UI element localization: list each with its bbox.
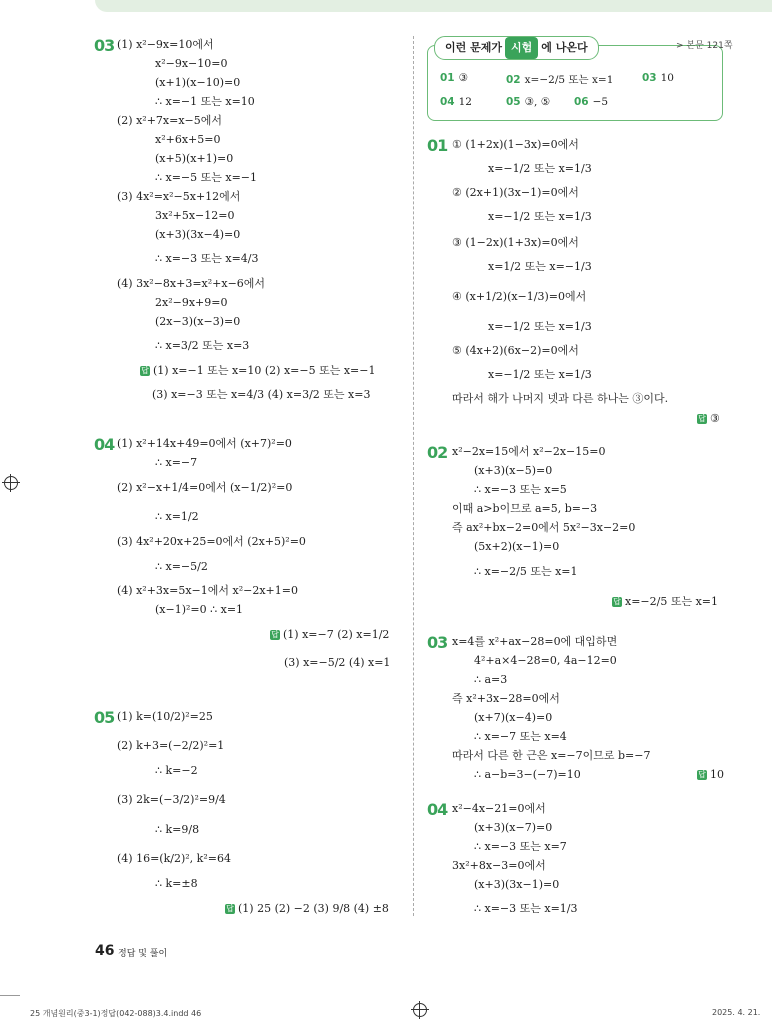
answer-icon: 답 <box>613 597 621 606</box>
answer-icon: 답 <box>698 414 706 423</box>
answer-icon: 답 <box>271 630 279 639</box>
solution-line: (4) 16=(k/2)², k²=64 <box>117 852 231 865</box>
solution-line: x²−4x−21=0에서 <box>452 802 546 815</box>
problem-number-03: 03 <box>94 36 115 55</box>
problem-number-r03: 03 <box>427 633 448 652</box>
solution-line: (3) 4x²=x²−5x+12에서 <box>117 190 241 203</box>
solution-line: (1) k=(10/2)²=25 <box>117 710 213 723</box>
problem-number-01: 01 <box>427 136 448 155</box>
solution-line: ⑤ (4x+2)(6x−2)=0에서 <box>452 344 579 357</box>
box-answer-03: 03 10 <box>642 72 674 84</box>
column-divider <box>413 36 414 916</box>
solution-line: (3) 4x²+20x+25=0에서 (2x+5)²=0 <box>117 535 306 548</box>
solution-line: (1) x²+14x+49=0에서 (x+7)²=0 <box>117 437 292 450</box>
solution-line: (4) 3x²−8x+3=x²+x−6에서 <box>117 277 266 290</box>
solution-line: x=−1/2 또는 x=1/3 <box>488 320 592 333</box>
box-answer-05: 05 ③, ⑤ <box>506 96 551 108</box>
solution-line: ④ (x+1/2)(x−1/3)=0에서 <box>452 290 587 303</box>
page-reference: > 본문 121쪽 <box>676 41 733 51</box>
box-answer-06: 06 −5 <box>574 96 609 108</box>
solution-line: ∴ x=−2/5 또는 x=1 <box>474 565 578 578</box>
registration-mark-icon <box>4 476 18 490</box>
solution-line: ∴ a=3 <box>474 673 508 686</box>
solution-line: ∴ x=−7 또는 x=4 <box>474 730 567 743</box>
solution-line: x²−9x−10=0 <box>155 57 228 70</box>
solution-line: 따라서 해가 나머지 넷과 다른 하나는 ③이다. <box>452 392 669 405</box>
solution-line: (2) x²+7x=x−5에서 <box>117 114 222 127</box>
answer-line: 답 ③ <box>698 412 720 425</box>
answer-line: 답 10 <box>698 768 724 781</box>
solution-line: ∴ x=−3 또는 x=5 <box>474 483 567 496</box>
solution-line: (x+7)(x−4)=0 <box>474 711 553 724</box>
solution-line: (x+3)(3x−1)=0 <box>474 878 560 891</box>
solution-line: ∴ x=3/2 또는 x=3 <box>155 339 250 352</box>
solution-line: 즉 ax²+bx−2=0에서 5x²−3x−2=0 <box>452 521 636 534</box>
solution-line: x=−1/2 또는 x=1/3 <box>488 210 592 223</box>
solution-line: ② (2x+1)(3x−1)=0에서 <box>452 186 579 199</box>
box-answer-02: 02 x=−2/5 또는 x=1 <box>506 74 614 86</box>
solution-line: ∴ x=−3 또는 x=4/3 <box>155 252 259 265</box>
solution-line: (5x+2)(x−1)=0 <box>474 540 560 553</box>
solution-line: 3x²+5x−12=0 <box>155 209 235 222</box>
page-number: 46 <box>95 943 115 959</box>
problem-number-05: 05 <box>94 708 115 727</box>
answer-line: 답 (1) 25 (2) −2 (3) 9/8 (4) ±8 <box>226 902 389 915</box>
solution-line: ∴ x=−5 또는 x=−1 <box>155 171 258 184</box>
solution-line: ∴ x=−3 또는 x=1/3 <box>474 902 578 915</box>
solution-line: (x+3)(x−5)=0 <box>474 464 553 477</box>
solution-line: (2) k+3=(−2/2)²=1 <box>117 739 225 752</box>
solution-line: ∴ x=−5/2 <box>155 560 208 573</box>
exam-box-title: 이런 문제가 시험 에 나온다 <box>434 36 599 60</box>
solution-line: (x−1)²=0 ∴ x=1 <box>155 603 244 616</box>
solution-line: 따라서 다른 한 근은 x=−7이므로 b=−7 <box>452 749 651 762</box>
solution-line: x=1/2 또는 x=−1/3 <box>488 260 592 273</box>
top-header-band <box>95 0 772 12</box>
answer-line: 답 x=−2/5 또는 x=1 <box>613 595 719 608</box>
footer-rule <box>0 995 20 996</box>
solution-line: (2x−3)(x−3)=0 <box>155 315 241 328</box>
answer-icon: 답 <box>226 904 234 913</box>
box-answer-01: 01 ③ <box>440 72 469 84</box>
solution-line: (x+5)(x+1)=0 <box>155 152 234 165</box>
problem-number-r04: 04 <box>427 800 448 819</box>
solution-line: x=4를 x²+ax−28=0에 대입하면 <box>452 635 618 648</box>
problem-number-02: 02 <box>427 443 448 462</box>
answer-line: (3) x=−3 또는 x=4/3 (4) x=3/2 또는 x=3 <box>152 388 371 401</box>
solution-line: 3x²+8x−3=0에서 <box>452 859 546 872</box>
solution-line: ∴ k=9/8 <box>155 823 200 836</box>
answer-line: 답 (1) x=−1 또는 x=10 (2) x=−5 또는 x=−1 <box>141 364 376 377</box>
solution-line: ∴ x=−3 또는 x=7 <box>474 840 567 853</box>
solution-line: x=−1/2 또는 x=1/3 <box>488 162 592 175</box>
solution-line: x=−1/2 또는 x=1/3 <box>488 368 592 381</box>
solution-line: ∴ a−b=3−(−7)=10 <box>474 768 581 781</box>
answer-line: (3) x=−5/2 (4) x=1 <box>284 656 391 669</box>
problem-number-04: 04 <box>94 435 115 454</box>
solution-line: 즉 x²+3x−28=0에서 <box>452 692 560 705</box>
solution-line: (2) x²−x+1/4=0에서 (x−1/2)²=0 <box>117 481 293 494</box>
solution-line: ∴ x=−1 또는 x=10 <box>155 95 255 108</box>
solution-line: ∴ x=1/2 <box>155 510 199 523</box>
solution-line: x²−2x=15에서 x²−2x−15=0 <box>452 445 606 458</box>
box-answer-04: 04 12 <box>440 96 472 108</box>
solution-line: x²+6x+5=0 <box>155 133 221 146</box>
solution-line: ∴ k=−2 <box>155 764 198 777</box>
solution-line: (x+1)(x−10)=0 <box>155 76 241 89</box>
answer-icon: 답 <box>141 366 149 375</box>
print-date: 2025. 4. 21. <box>712 1008 761 1017</box>
solution-line: (x+3)(3x−4)=0 <box>155 228 241 241</box>
solution-line: (3) 2k=(−3/2)²=9/4 <box>117 793 226 806</box>
solution-line: 4²+a×4−28=0, 4a−12=0 <box>474 654 617 667</box>
answer-line: 답 (1) x=−7 (2) x=1/2 <box>271 628 390 641</box>
exam-highlight: 시험 <box>505 37 538 59</box>
footer-label: 정답 및 풀이 <box>118 949 168 959</box>
solution-line: 이때 a>b이므로 a=5, b=−3 <box>452 502 598 515</box>
solution-line: (4) x²+3x=5x−1에서 x²−2x+1=0 <box>117 584 298 597</box>
solution-line: 2x²−9x+9=0 <box>155 296 228 309</box>
solution-line: (1) x²−9x=10에서 <box>117 38 214 51</box>
solution-line: ③ (1−2x)(1+3x)=0에서 <box>452 236 579 249</box>
solution-line: ∴ k=±8 <box>155 877 198 890</box>
print-slug: 25 개념원리(중3-1)정답(042-088)3.4.indd 46 <box>30 1009 202 1018</box>
solution-line: ∴ x=−7 <box>155 456 198 469</box>
solution-line: ① (1+2x)(1−3x)=0에서 <box>452 138 579 151</box>
answer-icon: 답 <box>698 770 706 779</box>
solution-line: (x+3)(x−7)=0 <box>474 821 553 834</box>
registration-mark-icon <box>413 1003 427 1017</box>
